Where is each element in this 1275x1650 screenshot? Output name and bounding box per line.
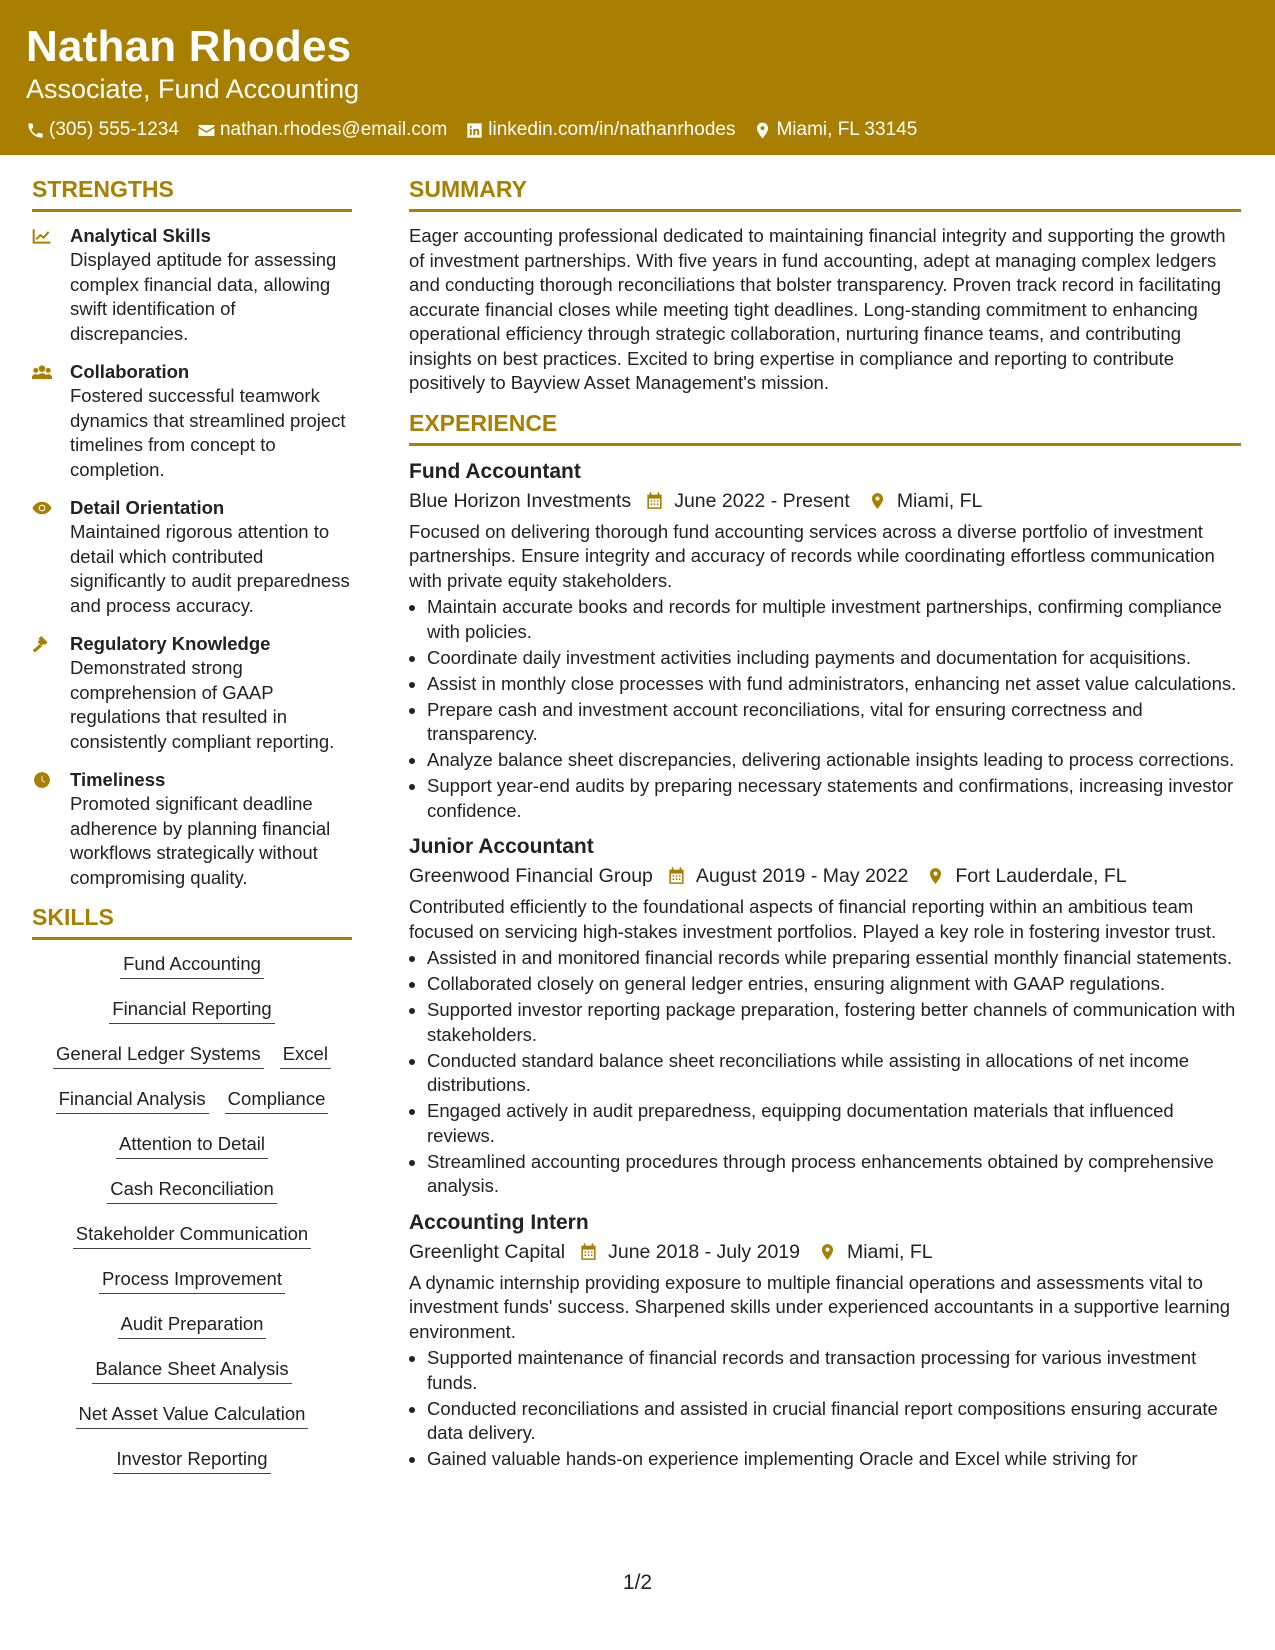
job-title: Accounting Intern [409,1210,589,1234]
strengths-heading: STRENGTHS [32,176,352,212]
map-pin-icon [868,491,887,511]
envelope-icon [197,121,216,140]
bullet-item: • Conducted standard balance sheet reconciliations while assisting in allocations of net income distributions. [427,1049,1241,1098]
job-bullets [409,595,1241,823]
skill-tag: Stakeholder Communication [73,1222,311,1249]
chart-line-icon [32,227,52,245]
job-entry [409,833,1241,1199]
left-column [32,176,352,1492]
skill-tag: Investor Reporting [113,1447,270,1474]
skill-tag: Fund Accounting [120,952,264,979]
map-pin-icon [926,866,945,886]
skill-tag: Balance Sheet Analysis [92,1357,291,1384]
job-title: Junior Accountant [409,835,594,858]
skill-tag: Excel [280,1042,331,1069]
users-icon [32,363,52,381]
job-bullets [409,1346,1241,1472]
strength-desc: Demonstrated strong comprehension of GAAP regulations that resulted in consistently compliant reporting. [70,657,335,752]
skill-tag: Audit Preparation [118,1312,267,1339]
bullet-item: • Analyze balance sheet discrepancies, delivering actionable insights leading to process corrections. [427,748,1241,773]
job-meta [409,486,1241,516]
skill-tag: General Ledger Systems [53,1042,264,1069]
calendar-icon [579,1242,598,1262]
bullet-item: • Engaged actively in audit preparedness, equipping documentation materials that influenced reviews. [427,1099,1241,1148]
gavel-icon [32,635,52,653]
bullet-item: • Maintain accurate books and records for multiple investment partnerships, confirming compliance with policies. [427,595,1241,644]
strength-desc: Maintained rigorous attention to detail which contributed significantly to audit preparedness and process accuracy. [70,521,350,616]
contact-phone[interactable] [26,119,179,141]
strength-item [32,360,352,482]
summary-text: Eager accounting professional dedicated to maintaining financial integrity and supporting the growth of investment partnerships. With five years in fund accounting, adept at managing complex ledgers and conducting thorough reconciliations that bolster transparency. Proven track record in facilitating accurate financial closes while meeting tight deadlines. Long-standing commitment to enhancing operational efficiency through strategic collaboration, nurturing finance teams, and contributing insights on best practices. Excited to bring expertise in compliance and reporting to contribute positively to Bayview Asset Management's mission. [409,225,1226,393]
bullet-item: • Supported investor reporting package preparation, fostering better channels of communication with stakeholders. [427,998,1241,1047]
skills-heading: SKILLS [32,904,352,940]
clock-icon [32,771,52,789]
contact-email[interactable] [197,119,447,141]
skill-tag: Cash Reconciliation [107,1177,277,1204]
job-meta [409,861,1241,891]
job-location: Miami, FL [846,1240,933,1263]
job-title: Fund Accountant [409,459,581,483]
email-text: nathan.rhodes@email.com [219,119,448,140]
job-entry [409,458,1241,824]
strength-item [32,632,352,754]
phone-icon [26,121,45,140]
map-pin-icon [753,121,772,140]
strength-title: Analytical Skills [70,225,211,246]
job-company: Blue Horizon Investments [409,489,632,512]
map-pin-icon [818,1242,837,1262]
skill-tag: Compliance [225,1087,329,1114]
contact-bar [26,116,935,144]
skill-tag: Financial Analysis [56,1087,209,1114]
phone-text: (305) 555-1234 [49,119,179,140]
job-dates: June 2018 - July 2019 [608,1240,800,1263]
job-company: Greenwood Financial Group [409,865,653,887]
bullet-item: • Gained valuable hands-on experience implementing Oracle and Excel while striving for [427,1447,1241,1472]
job-company: Greenlight Capital [409,1240,566,1263]
job-description: Contributed efficiently to the foundational aspects of financial reporting within an ambitious team focused on servicing high-stakes investment portfolios. Played a key role in fostering investor trust. [409,896,1217,942]
job-bullets [409,946,1241,1199]
strength-title: Collaboration [70,361,190,382]
experience-heading: EXPERIENCE [409,410,1241,446]
skill-tag: Net Asset Value Calculation [76,1402,309,1429]
contact-linkedin[interactable] [465,119,735,141]
linkedin-text: linkedin.com/in/nathanrhodes [488,119,736,140]
job-meta [409,1237,1241,1267]
resume-header [0,0,1275,155]
job-entry [409,1209,1241,1472]
strength-title: Detail Orientation [70,497,225,518]
strength-desc: Promoted significant deadline adherence by planning financial workflows strategically without compromising quality. [70,793,331,888]
job-description: A dynamic internship providing exposure to multiple financial operations and assessments vital to investment funds' success. Sharpened skills under experienced accountants in a supportive learning environment. [409,1271,1231,1342]
skill-tag: Financial Reporting [109,997,274,1024]
contact-location [753,119,917,141]
right-column [409,176,1241,1482]
bullet-item: • Support year-end audits by preparing necessary statements and confirmations, increasing investor confidence. [427,774,1241,823]
bullet-item: • Assisted in and monitored financial records while preparing essential monthly financial statements. [427,946,1241,971]
bullet-item: • Supported maintenance of financial records and transaction processing for various investment funds. [427,1346,1241,1395]
location-text: Miami, FL 33145 [776,119,918,140]
skill-tag: Process Improvement [99,1267,285,1294]
job-description: Focused on delivering thorough fund accounting services across a diverse portfolio of investment partnerships. Ensure integrity and accuracy of records while coordinating effortless communication with private equity stakeholders. [409,520,1215,591]
summary-heading: SUMMARY [409,176,1241,212]
page-number: 1/2 [622,1571,653,1594]
job-dates: August 2019 - May 2022 [695,865,909,887]
strengths-list [32,224,352,890]
candidate-name: Nathan Rhodes [26,22,352,71]
job-location: Fort Lauderdale, FL [955,865,1127,887]
strength-desc: Fostered successful teamwork dynamics that streamlined project timelines from concept to completion. [70,385,346,480]
job-location: Miami, FL [896,489,983,512]
bullet-item: • Streamlined accounting procedures through process enhancements obtained by comprehensive analysis. [427,1150,1241,1199]
strength-item [32,496,352,618]
linkedin-icon [465,121,484,140]
bullet-item: • Conducted reconciliations and assisted in crucial financial report compositions ensuring accurate data delivery. [427,1397,1241,1446]
bullet-item: • Coordinate daily investment activities including payments and documentation for acquisitions. [427,646,1241,671]
bullet-item: • Assist in monthly close processes with fund administrators, enhancing net asset value calculations. [427,672,1241,697]
job-dates: June 2022 - Present [674,489,850,512]
strength-item [32,224,352,346]
strength-desc: Displayed aptitude for assessing complex financial data, allowing swift identification of discrepancies. [70,249,337,344]
strength-item [32,768,352,890]
bullet-item: • Collaborated closely on general ledger entries, ensuring alignment with GAAP regulations. [427,972,1241,997]
strength-title: Timeliness [70,769,166,790]
candidate-role: Associate, Fund Accounting [26,74,360,104]
skills-list [32,952,352,1492]
skill-tag: Attention to Detail [116,1132,268,1159]
bullet-item: • Prepare cash and investment account reconciliations, vital for ensuring correctness and transparency. [427,698,1241,747]
calendar-icon [667,866,686,886]
strength-title: Regulatory Knowledge [70,633,271,654]
calendar-icon [645,491,664,511]
eye-icon [32,499,52,517]
